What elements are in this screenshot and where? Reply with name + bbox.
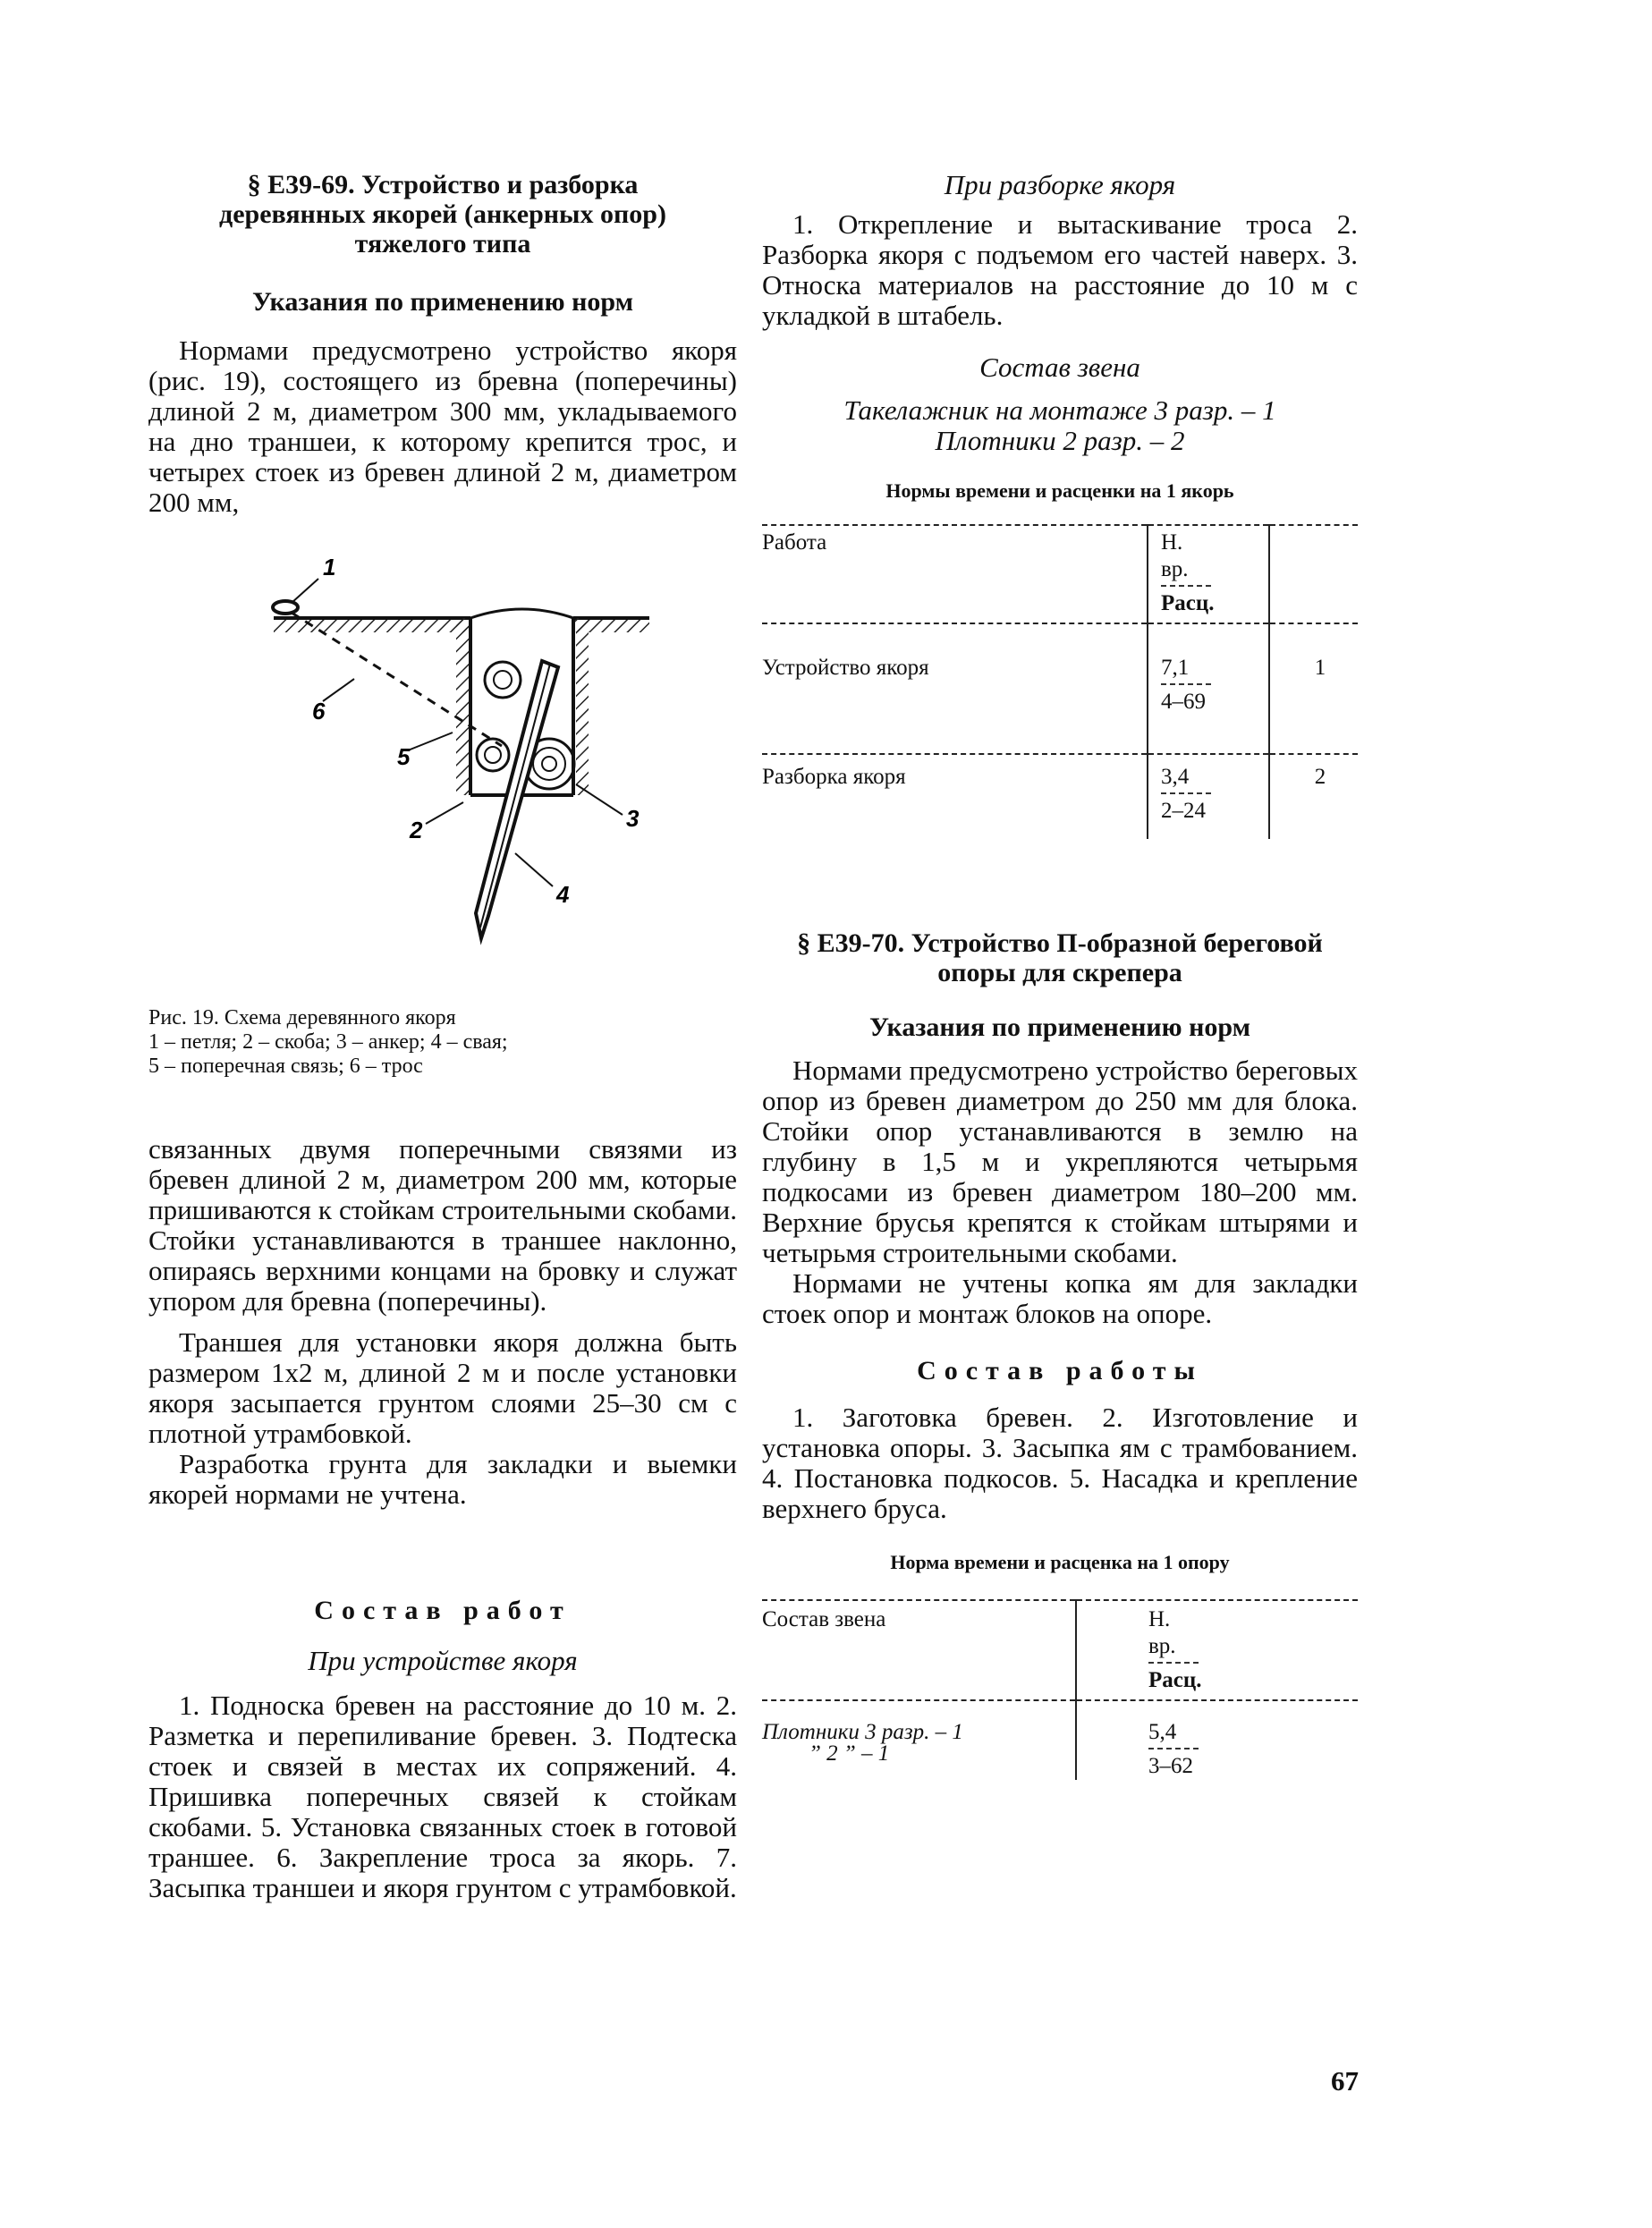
title-line: § Е39-69. Устройство и разборка bbox=[247, 170, 639, 199]
figure-label: 4 bbox=[556, 881, 570, 908]
paragraph: Нормами предусмотрено устройство береговых опор из бревен диаметром до 250 мм для блока. Стойки опор устанавливаются в землю на глубину в 1,5 м и укрепляются четырьмя подкосами из бревен диаметром 180–200 мм. Верхние брусья крепятся к стойкам штырями и четырьмя строительными скобами. bbox=[762, 1055, 1358, 1268]
cell-norm-rate: $\frac{5,4}{3-62}$ bbox=[1076, 1700, 1358, 1780]
header-work: Работа bbox=[762, 525, 1148, 623]
install-steps: 1. Подноска бревен на расстояние до 10 м. 2. Разметка и перепиливание бревен. 3. Подтеска стоек и связей в местах их сопряжений. 4. Пришивка поперечных связей к стойкам скобами. 5. Установка связанных стоек в готовой траншее. 6. Закрепление троса за якорь. 7. Засыпка траншеи и якоря грунтом с утрамбовкой. bbox=[148, 1690, 737, 1903]
crew-line: Плотники 2 разр. – 2 bbox=[935, 425, 1185, 456]
figure-label: 3 bbox=[626, 805, 640, 832]
figure-label: 2 bbox=[410, 817, 423, 843]
title-line: тяжелого типа bbox=[354, 229, 531, 258]
page-number: 67 bbox=[1331, 2065, 1359, 2097]
guidelines-heading: Указания по применению норм bbox=[251, 287, 634, 317]
crew-heading: Состав звена bbox=[979, 352, 1140, 383]
table1-caption: Нормы времени и расценки на 1 якорь bbox=[885, 479, 1234, 502]
figure-caption-legend: 5 – поперечная связь; 6 – трос bbox=[148, 1055, 423, 1078]
paragraph: Нормами не учтены копка ям для закладки стоек опор и монтаж блоков на опоре. bbox=[762, 1267, 1358, 1329]
section-title-e39-70 bbox=[762, 928, 1358, 987]
figure-label: 6 bbox=[312, 698, 326, 724]
work-heading: Состав работ bbox=[314, 1596, 572, 1625]
cell-number: 1 bbox=[1269, 623, 1358, 754]
header-number bbox=[1269, 525, 1358, 623]
work-steps: 1. Заготовка бревен. 2. Изготовление и установка опоры. 3. Засыпка ям с трамбованием. 4. Постановка подкосов. 5. Насадка и крепление верхнего бруса. bbox=[762, 1402, 1358, 1524]
section-title-e39-69 bbox=[148, 170, 737, 258]
paragraph: Нормами предусмотрено устройство якоря (рис. 19), состоящего из бревна (поперечины) длиной 2 м, диаметром 300 мм, укладываемого на дно траншеи, к которому крепится трос, и четырех стоек из бревен длиной 2 м, диаметром 200 мм, bbox=[148, 335, 737, 518]
title-line: деревянных якорей (анкерных опор) bbox=[219, 199, 666, 229]
norms-table-2 bbox=[762, 1599, 1358, 1780]
dismantle-steps: 1. Открепление и вытаскивание троса 2. Разборка якоря с подъемом его частей наверх. 3. Относка материалов на расстояние до 10 м с укладкой в штабель. bbox=[762, 208, 1358, 331]
table-row bbox=[762, 623, 1358, 754]
crew-line: Такелажник на монтаже 3 разр. – 1 bbox=[843, 394, 1276, 426]
table-header-row bbox=[762, 525, 1358, 623]
header-norm-rate: $\frac{Н. вр.}{\text{Расц.}}$ bbox=[1148, 525, 1269, 623]
header-crew: Состав звена bbox=[762, 1600, 1076, 1700]
paragraph: связанных двумя поперечными связями из бревен длиной 2 м, диаметром 200 мм, которые пришиваются к стойкам строительными скобами. Стойки устанавливаются в траншее наклонно, опираясь верхними концами на бровку и служат упором для бревна (поперечины). bbox=[148, 1133, 737, 1317]
left-column bbox=[148, 170, 737, 1903]
table-row bbox=[762, 754, 1358, 839]
cell-norm-rate: $\frac{7,1}{4-69}$ bbox=[1148, 623, 1269, 754]
paragraph: Разработка грунта для закладки и выемки якорей нормами не учтена. bbox=[148, 1448, 737, 1510]
guidelines-heading: Указания по применению норм bbox=[868, 1012, 1251, 1042]
cell-norm-rate: $\frac{3,4}{2-24}$ bbox=[1148, 754, 1269, 839]
install-subheading: При устройстве якоря bbox=[308, 1645, 578, 1676]
figure-label: 1 bbox=[323, 554, 336, 580]
table-header-row bbox=[762, 1600, 1358, 1700]
figure-caption bbox=[148, 1006, 737, 1079]
cell-crew: Плотники 3 разр. – 1 ” 2 ” – 1 bbox=[762, 1720, 963, 1766]
norms-table-1 bbox=[762, 524, 1358, 839]
header-norm-rate: $\frac{Н. вр.}{\text{Расц.}}$ bbox=[1076, 1600, 1358, 1700]
figure-label: 5 bbox=[397, 743, 411, 770]
figure-caption-title: Рис. 19. Схема деревянного якоря bbox=[148, 1006, 456, 1029]
paragraph: Траншея для установки якоря должна быть размером 1х2 м, длиной 2 м и после установки якоря засыпается грунтом слоями 25–30 см с плотной утрамбовкой. bbox=[148, 1326, 737, 1449]
title-line: опоры для скрепера bbox=[937, 958, 1182, 987]
cell-number: 2 bbox=[1269, 754, 1358, 839]
figure-19 bbox=[148, 554, 737, 974]
right-column bbox=[762, 170, 1358, 1780]
table-row bbox=[762, 1700, 1358, 1780]
cell-work: Разборка якоря bbox=[762, 765, 906, 789]
table2-caption: Норма времени и расценка на 1 опору bbox=[890, 1551, 1230, 1573]
anchor-diagram bbox=[148, 554, 737, 974]
work-heading: Состав работы bbox=[917, 1356, 1203, 1385]
title-line: § Е39-70. Устройство П-образной береговой bbox=[797, 928, 1323, 958]
figure-caption-legend: 1 – петля; 2 – скоба; 3 – анкер; 4 – свая; bbox=[148, 1030, 508, 1054]
dismantle-subheading: При разборке якоря bbox=[944, 169, 1176, 200]
cell-work: Устройство якоря bbox=[762, 656, 929, 680]
